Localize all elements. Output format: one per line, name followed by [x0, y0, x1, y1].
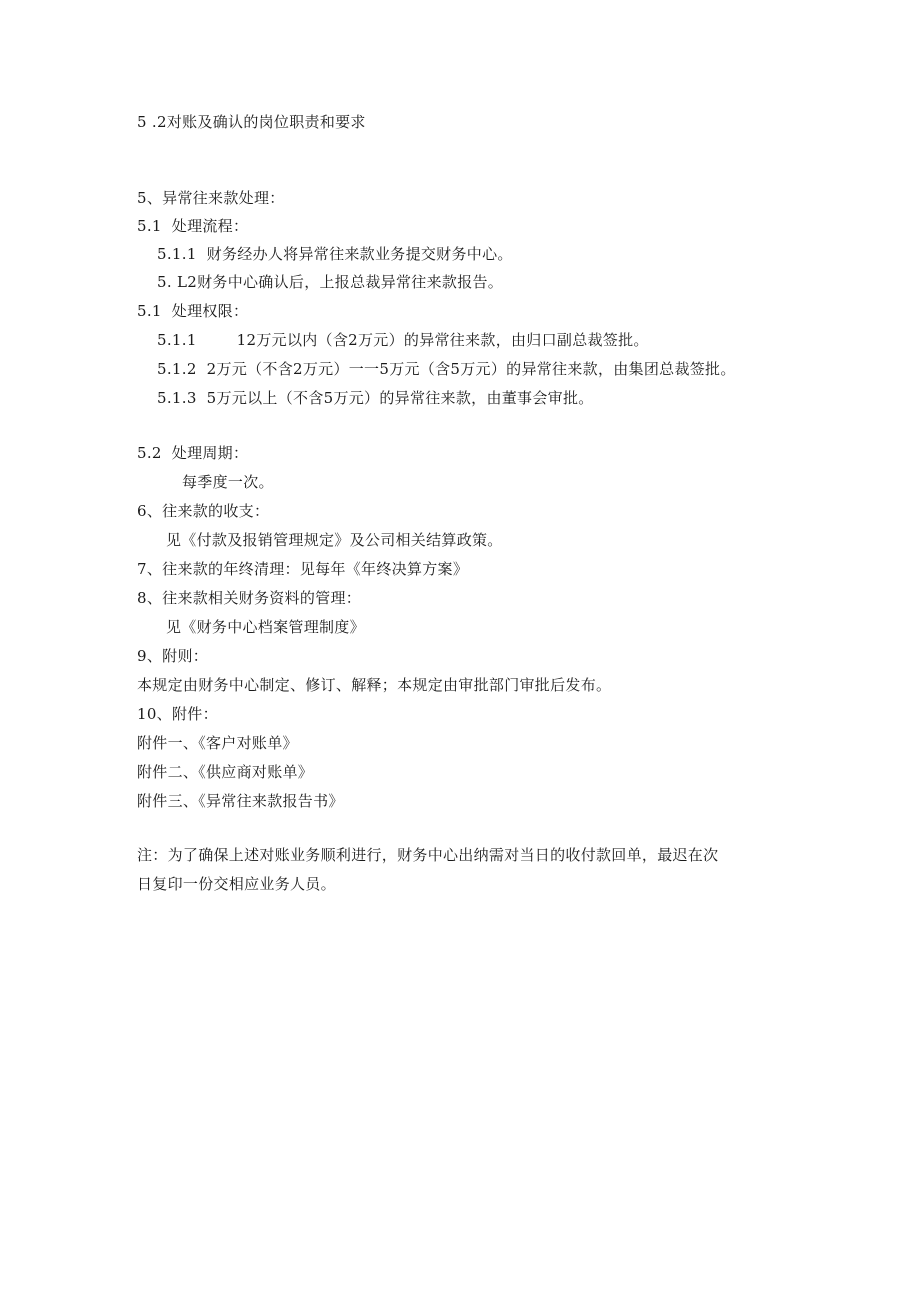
item-text: 财务经办人将异常往来款业务提交财务中心。 — [206, 245, 513, 263]
process-item — [157, 272, 503, 292]
item-number: 5.1.2 — [157, 360, 197, 378]
section-6-text: 见《付款及报销管理规定》及公司相关结算政策。 — [166, 531, 503, 549]
subsection-title: 处理流程： — [171, 217, 249, 235]
note-line-1: 注：为了确保上述对账业务顺利进行，财务中心出纳需对当日的收付款回单，最迟在次 — [137, 846, 719, 864]
authority-item — [157, 388, 594, 408]
section-8-title: 8、往来款相关财务资料的管理： — [137, 589, 362, 607]
attachment-item: 附件二、《供应商对账单》 — [137, 763, 314, 781]
subsection-number: 5.1 — [137, 217, 162, 235]
subsection-number: 5.2 — [137, 444, 162, 462]
attachment-item: 附件一、《客户对账单》 — [137, 734, 298, 752]
item-number: 5.1.1 — [157, 245, 197, 263]
subsection-5-2-cycle — [137, 443, 248, 463]
item-number: 5. L2 — [157, 273, 198, 291]
section-8-text: 见《财务中心档案管理制度》 — [166, 618, 365, 636]
item-text: 2万元（不含2万元）一一5万元（含5万元）的异常往来款，由集团总裁签批。 — [206, 360, 736, 378]
item-number: 5.1.1 — [157, 331, 197, 349]
heading-5-2: 5 .2对账及确认的岗位职责和要求 — [137, 113, 366, 131]
subsection-5-1-process — [137, 216, 248, 236]
section-10-title: 10、附件： — [137, 705, 218, 723]
section-6-title: 6、往来款的收支： — [137, 502, 270, 520]
note-line-2: 日复印一份交相应业务人员。 — [137, 875, 336, 893]
cycle-text: 每季度一次。 — [182, 473, 274, 491]
section-5-title: 5、异常往来款处理： — [137, 189, 285, 207]
authority-item — [157, 359, 736, 379]
section-7-title: 7、往来款的年终清理：见每年《年终决算方案》 — [137, 560, 469, 578]
item-text: 12万元以内（含2万元）的异常往来款，由归口副总裁签批。 — [236, 331, 649, 349]
item-text: 5万元以上（不含5万元）的异常往来款，由董事会审批。 — [206, 389, 594, 407]
subsection-title: 处理周期： — [171, 444, 249, 462]
attachment-item: 附件三、《异常往来款报告书》 — [137, 792, 344, 810]
section-9-title: 9、附则： — [137, 647, 209, 665]
section-9-text: 本规定由财务中心制定、修订、解释；本规定由审批部门审批后发布。 — [137, 676, 612, 694]
subsection-title: 处理权限： — [171, 302, 249, 320]
subsection-number: 5.1 — [137, 302, 162, 320]
authority-item — [157, 330, 649, 350]
item-text: 财务中心确认后，上报总裁异常往来款报告。 — [197, 273, 504, 291]
process-item — [157, 244, 513, 264]
subsection-5-1-authority — [137, 301, 248, 321]
item-number: 5.1.3 — [157, 389, 197, 407]
